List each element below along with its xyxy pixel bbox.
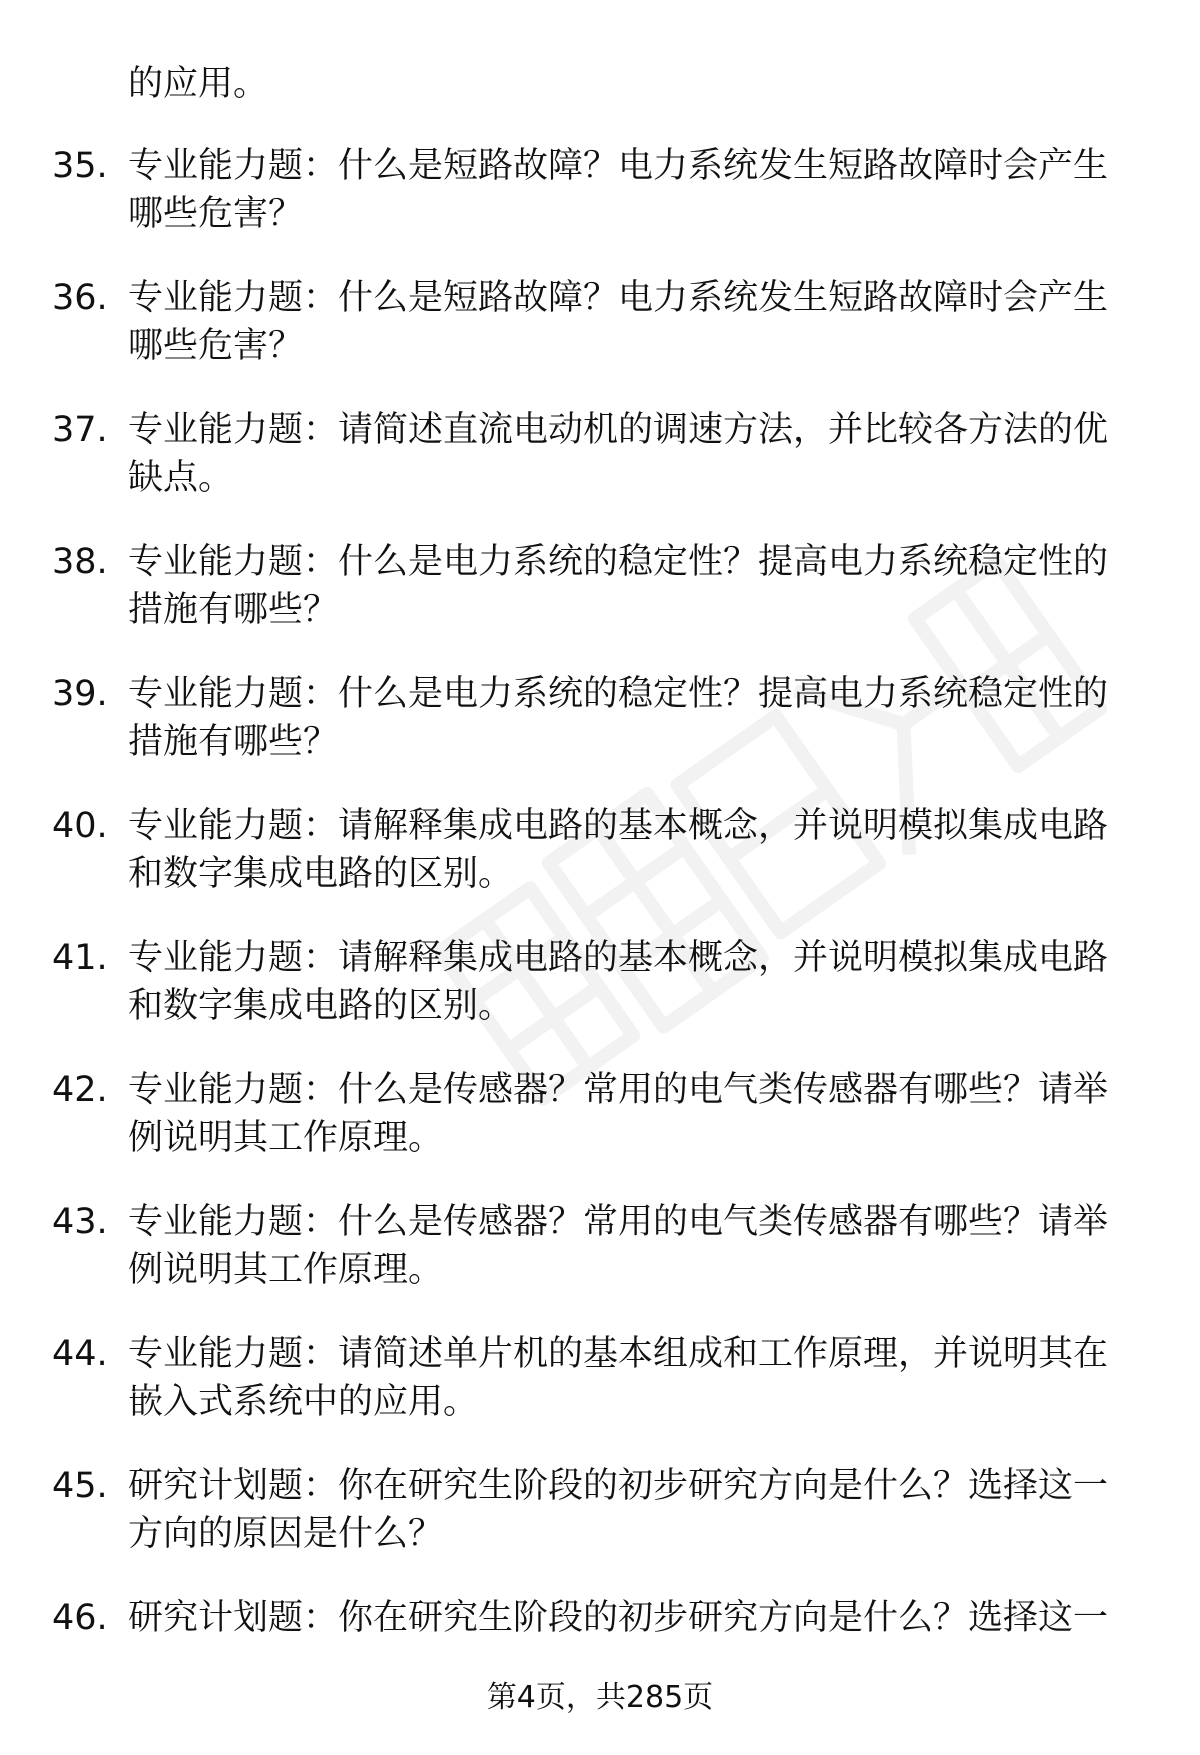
page-footer: 第4页，共285页	[486, 1680, 714, 1715]
continued-text-line: 的应用。	[128, 64, 269, 104]
question-number: 37.	[52, 410, 108, 450]
question-number: 36.	[52, 278, 108, 318]
question-number: 38.	[52, 542, 108, 582]
question-text: 研究计划题：你在研究生阶段的初步研究方向是什么？选择这一方向的原因是什么？	[128, 1466, 1109, 1554]
list-item	[0, 274, 1200, 406]
list-item	[0, 538, 1200, 670]
question-number: 39.	[52, 674, 108, 714]
question-text: 专业能力题：请简述单片机的基本组成和工作原理，并说明其在嵌入式系统中的应用。	[128, 1334, 1109, 1422]
list-item	[0, 934, 1200, 1066]
list-item	[0, 670, 1200, 802]
question-text: 专业能力题：请简述直流电动机的调速方法，并比较各方法的优缺点。	[128, 410, 1109, 498]
question-list	[0, 142, 1200, 1726]
question-number: 43.	[52, 1202, 108, 1242]
question-text: 专业能力题：请解释集成电路的基本概念，并说明模拟集成电路和数字集成电路的区别。	[128, 938, 1109, 1026]
list-item	[0, 1330, 1200, 1462]
question-number: 44.	[52, 1334, 108, 1374]
question-number: 42.	[52, 1070, 108, 1110]
question-text: 研究计划题：你在研究生阶段的初步研究方向是什么？选择这一	[128, 1598, 1109, 1638]
question-number: 41.	[52, 938, 108, 978]
question-number: 45.	[52, 1466, 108, 1506]
question-number: 35.	[52, 146, 108, 186]
list-item	[0, 802, 1200, 934]
question-text: 专业能力题：什么是短路故障？电力系统发生短路故障时会产生哪些危害？	[128, 278, 1109, 366]
question-number: 40.	[52, 806, 108, 846]
list-item	[0, 1198, 1200, 1330]
question-text: 专业能力题：什么是传感器？常用的电气类传感器有哪些？请举例说明其工作原理。	[128, 1070, 1109, 1158]
question-text: 专业能力题：请解释集成电路的基本概念，并说明模拟集成电路和数字集成电路的区别。	[128, 806, 1109, 894]
question-text: 专业能力题：什么是传感器？常用的电气类传感器有哪些？请举例说明其工作原理。	[128, 1202, 1109, 1290]
list-item	[0, 1462, 1200, 1594]
question-text: 专业能力题：什么是短路故障？电力系统发生短路故障时会产生哪些危害？	[128, 146, 1109, 234]
list-item	[0, 406, 1200, 538]
question-number: 46.	[52, 1598, 108, 1638]
question-text: 专业能力题：什么是电力系统的稳定性？提高电力系统稳定性的措施有哪些？	[128, 674, 1109, 762]
question-text: 专业能力题：什么是电力系统的稳定性？提高电力系统稳定性的措施有哪些？	[128, 542, 1109, 630]
list-item	[0, 142, 1200, 274]
list-item	[0, 1066, 1200, 1198]
